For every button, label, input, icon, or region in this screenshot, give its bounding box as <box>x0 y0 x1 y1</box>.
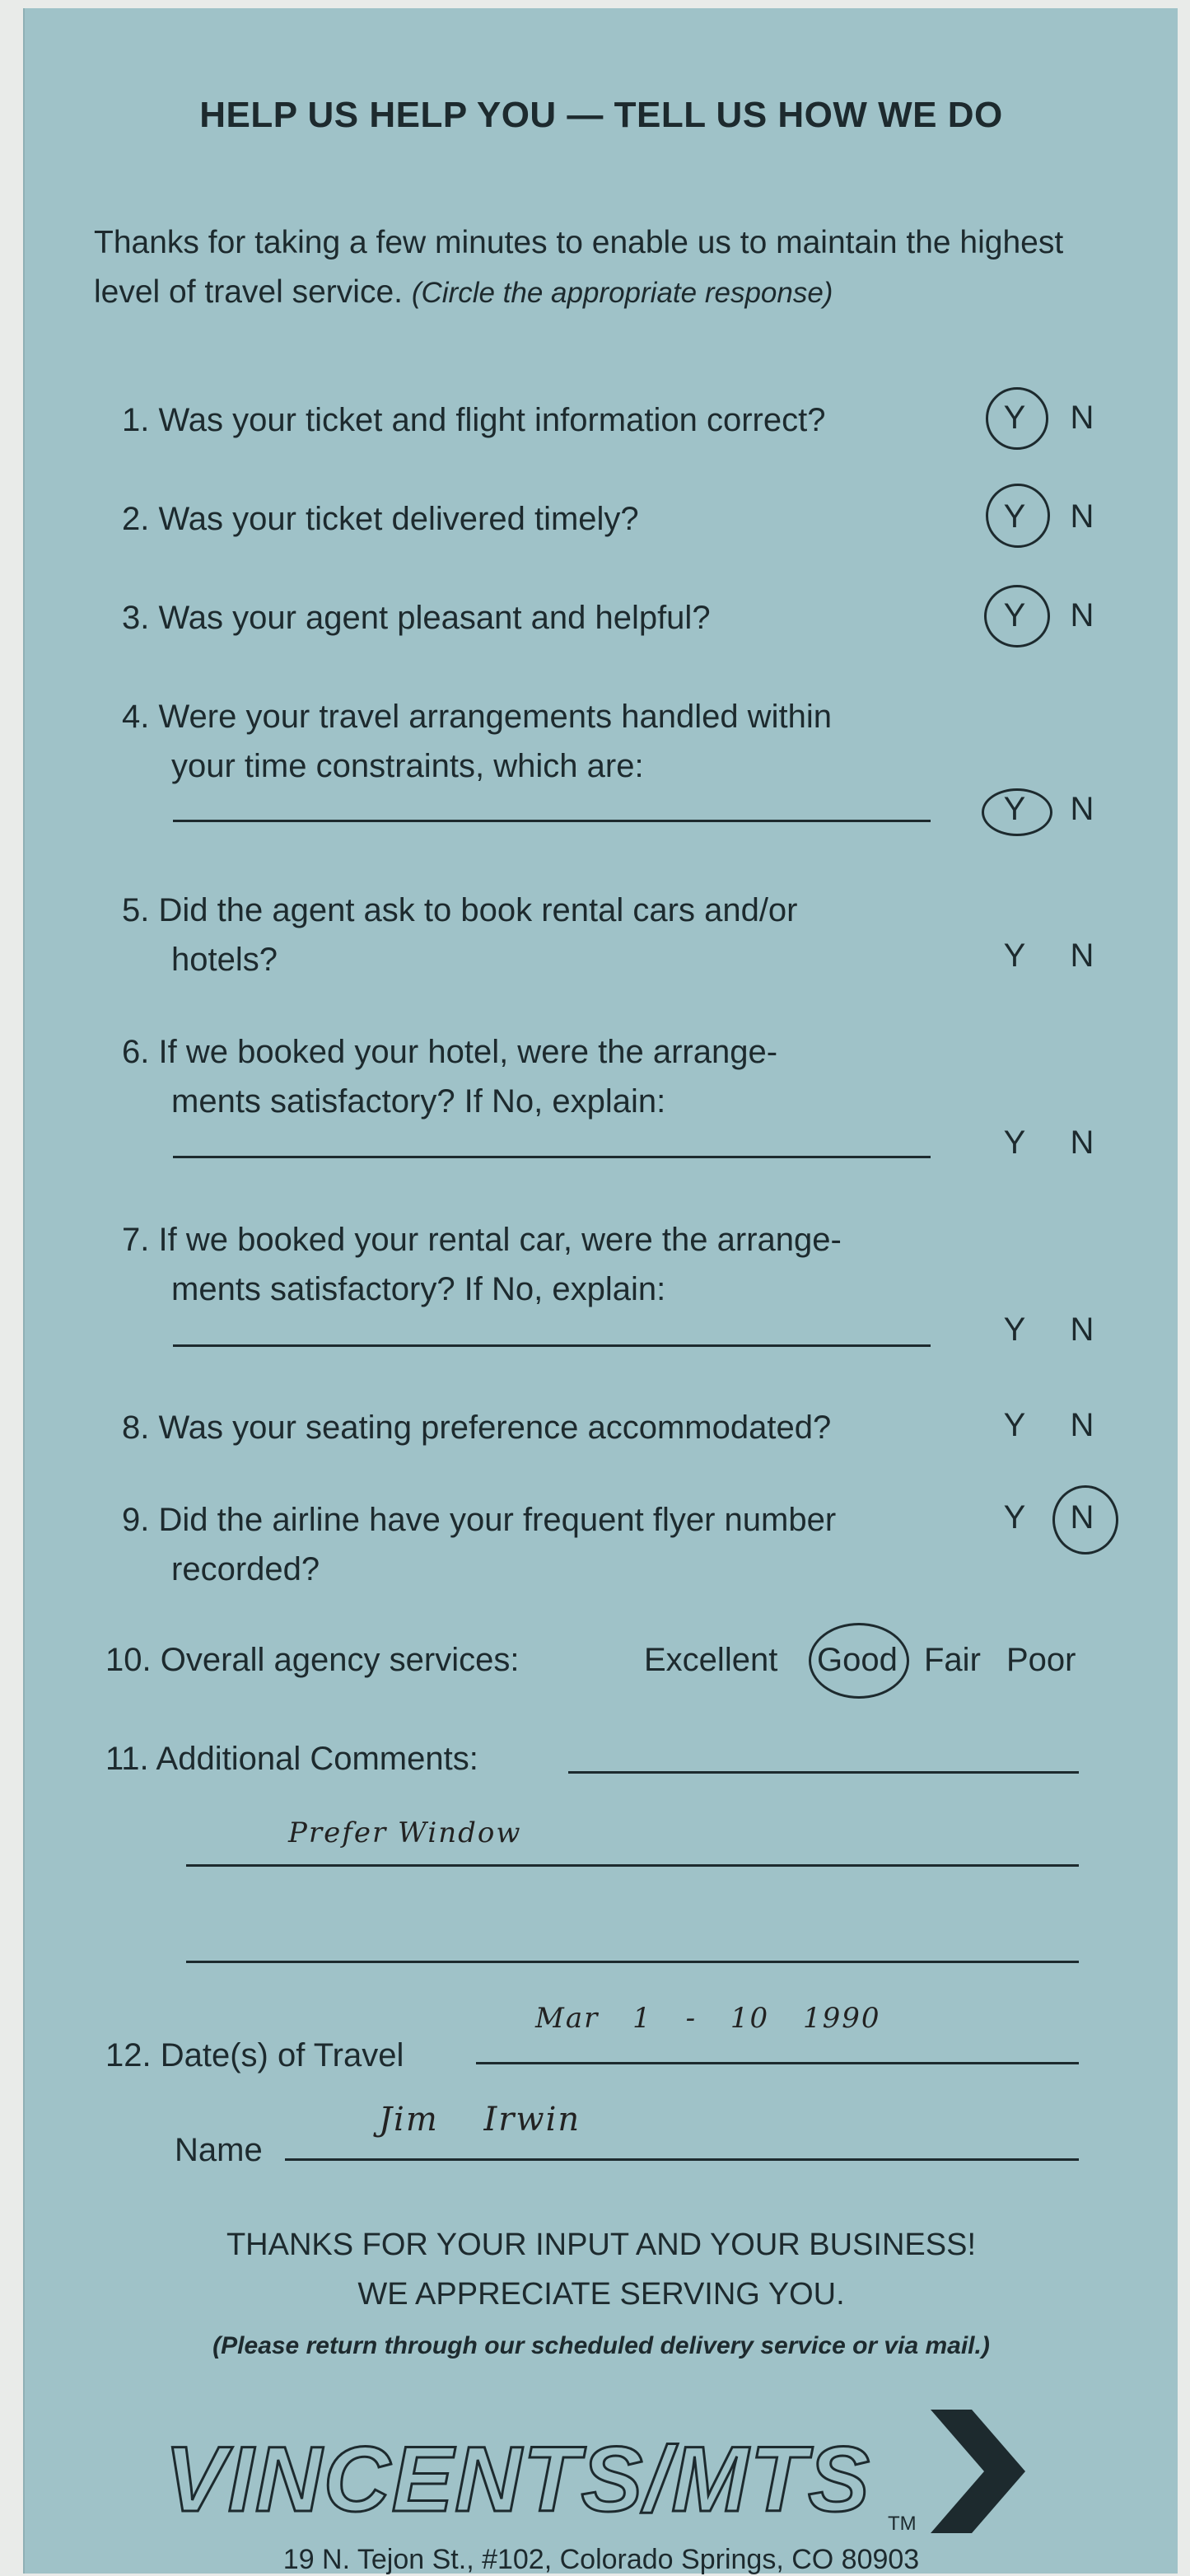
q1-yes-option[interactable]: Y <box>1003 400 1026 436</box>
q3-no-option[interactable]: N <box>1070 597 1094 633</box>
question-3 <box>122 593 711 643</box>
q8-yes-option[interactable]: Y <box>1003 1407 1026 1443</box>
intro-text <box>94 218 1123 318</box>
q8-no-option[interactable]: N <box>1070 1407 1094 1443</box>
comments-line-3[interactable] <box>186 1961 1079 1963</box>
question-text: Was your seating preference accommodated? <box>158 1410 832 1446</box>
question-number: 7. <box>122 1222 150 1258</box>
question-10 <box>105 1635 519 1685</box>
intro-body: Thanks for taking a few minutes to enable us to maintain the highest level of travel service. <box>94 225 1064 310</box>
option-good[interactable]: Good <box>817 1642 898 1678</box>
question-text-cont: your time constraints, which are: <box>171 748 644 784</box>
company-logo: VINCENTS/MTS <box>165 2428 871 2531</box>
travel-dates-line[interactable] <box>476 2062 1079 2064</box>
question-6 <box>122 1027 777 1126</box>
question-5 <box>122 886 798 984</box>
question-number: 4. <box>122 699 150 735</box>
question-text: Was your ticket delivered timely? <box>158 501 639 537</box>
q9-no-option[interactable]: N <box>1070 1499 1094 1536</box>
form-title: HELP US HELP YOU — TELL US HOW WE DO <box>199 95 1003 135</box>
closing-appreciate: WE APPRECIATE SERVING YOU. <box>357 2277 845 2312</box>
question-text-cont: ments satisfactory? If No, explain: <box>171 1271 666 1307</box>
question-number: 11. <box>105 1741 149 1777</box>
q2-answer-circle <box>986 484 1050 548</box>
comments-line-1[interactable] <box>568 1771 1079 1774</box>
q7-no-option[interactable]: N <box>1070 1311 1094 1348</box>
name-handwriting: Jim Irwin <box>379 2101 581 2139</box>
feedback-card <box>23 8 1178 2574</box>
question-text: If we booked your rental car, were the arrange- <box>158 1222 842 1258</box>
question-text: Did the agent ask to book rental cars and/or <box>158 892 798 928</box>
q9-answer-circle <box>1052 1485 1118 1554</box>
question-4 <box>122 692 832 791</box>
q7-explain-line[interactable] <box>173 1344 931 1347</box>
question-8 <box>122 1403 831 1452</box>
q4-yes-option[interactable]: Y <box>1003 791 1026 827</box>
travel-dates-handwriting: Mar 1 - 10 1990 <box>535 2002 881 2035</box>
question-11 <box>105 1734 478 1784</box>
option-poor[interactable]: Poor <box>1006 1642 1076 1678</box>
chevron-logo-icon <box>914 2401 1038 2541</box>
q4-answer-circle <box>982 788 1052 836</box>
question-number: 6. <box>122 1034 150 1070</box>
question-text-cont: recorded? <box>171 1551 320 1587</box>
q4-no-option[interactable]: N <box>1070 791 1094 827</box>
q3-yes-option[interactable]: Y <box>1003 597 1026 633</box>
question-7 <box>122 1215 842 1314</box>
question-text: Overall agency services: <box>160 1642 520 1678</box>
q9-yes-option[interactable]: Y <box>1003 1499 1026 1536</box>
question-12 <box>105 2031 404 2080</box>
q4-answer-line[interactable] <box>173 820 931 822</box>
closing-thanks: THANKS FOR YOUR INPUT AND YOUR BUSINESS! <box>226 2228 977 2262</box>
question-number: 12. <box>105 2037 152 2073</box>
question-text: Date(s) of Travel <box>160 2037 404 2073</box>
name-label: Name <box>175 2132 263 2168</box>
closing-return-note <box>25 2319 1178 2371</box>
question-text: Were your travel arrangements handled within <box>158 699 832 735</box>
question-text: Additional Comments: <box>156 1741 478 1777</box>
q6-yes-option[interactable]: Y <box>1003 1124 1026 1161</box>
q5-yes-option[interactable]: Y <box>1003 937 1026 974</box>
q5-no-option[interactable]: N <box>1070 937 1094 974</box>
return-instructions: (Please return through our scheduled delivery service or via mail.) <box>212 2332 990 2359</box>
question-text: Was your agent pleasant and helpful? <box>158 600 711 636</box>
q2-yes-option[interactable]: Y <box>1003 498 1026 535</box>
intro-instruction: (Circle the appropriate response) <box>411 277 833 309</box>
comments-line-2[interactable] <box>186 1864 1079 1867</box>
q6-explain-line[interactable] <box>173 1156 931 1158</box>
question-number: 1. <box>122 402 150 438</box>
option-fair[interactable]: Fair <box>924 1642 981 1678</box>
question-text-cont: ments satisfactory? If No, explain: <box>171 1083 666 1120</box>
question-number: 8. <box>122 1410 150 1446</box>
q1-answer-circle <box>986 387 1048 450</box>
option-excellent[interactable]: Excellent <box>644 1642 778 1678</box>
question-text-cont: hotels? <box>171 942 278 978</box>
question-number: 10. <box>105 1642 152 1678</box>
q10-answer-circle <box>809 1623 909 1699</box>
comments-handwriting: Prefer Window <box>288 1816 522 1849</box>
q7-yes-option[interactable]: Y <box>1003 1311 1026 1348</box>
question-9 <box>122 1495 836 1594</box>
question-1 <box>122 395 825 445</box>
question-number: 2. <box>122 501 150 537</box>
question-number: 3. <box>122 600 150 636</box>
question-text: Did the airline have your frequent flyer number <box>158 1502 837 1538</box>
q6-no-option[interactable]: N <box>1070 1124 1094 1161</box>
company-address: 19 N. Tejon St., #102, Colorado Springs, CO 80903 <box>282 2544 920 2575</box>
q1-no-option[interactable]: N <box>1070 400 1094 436</box>
trademark-mark: TM <box>888 2513 917 2535</box>
question-2 <box>122 494 639 544</box>
q2-no-option[interactable]: N <box>1070 498 1094 535</box>
name-line[interactable] <box>285 2158 1079 2161</box>
question-text: Was your ticket and flight information correct? <box>158 402 826 438</box>
question-number: 9. <box>122 1502 150 1538</box>
question-number: 5. <box>122 892 150 928</box>
question-text: If we booked your hotel, were the arrange- <box>158 1034 778 1070</box>
q3-answer-circle <box>984 585 1050 648</box>
